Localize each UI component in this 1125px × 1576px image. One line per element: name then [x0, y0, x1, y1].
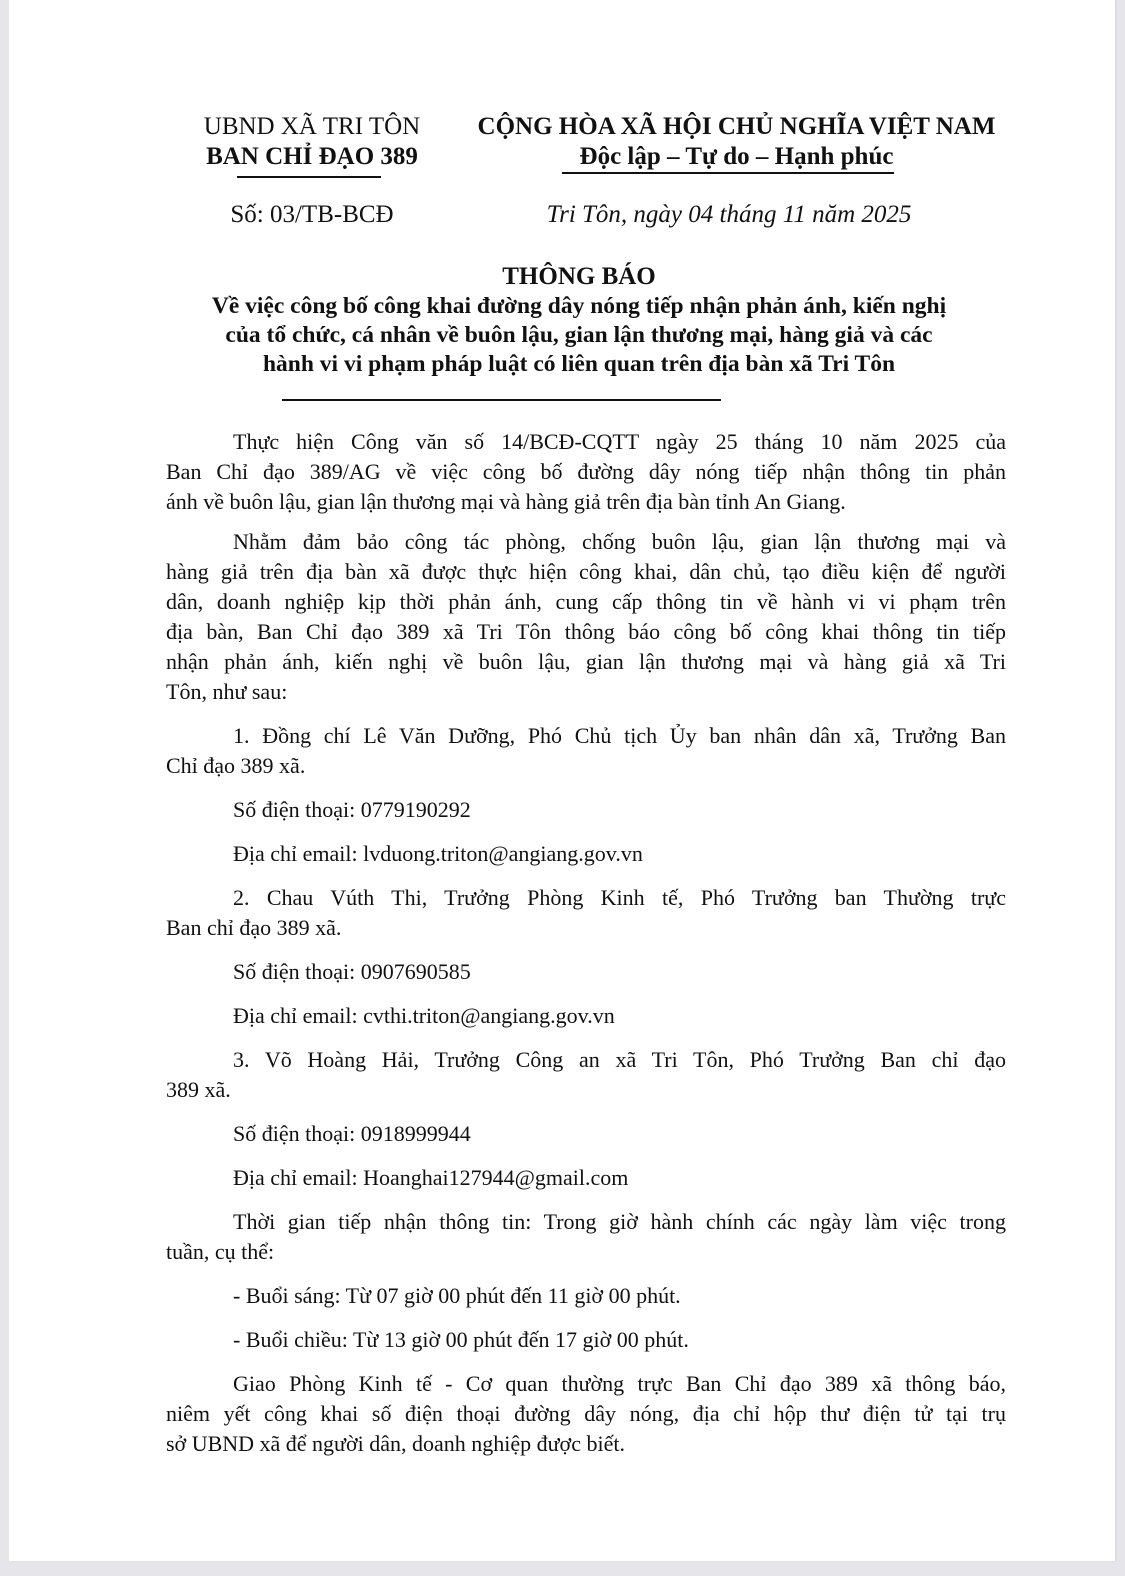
contact-1-description: [166, 721, 1006, 781]
header-left-rule: [237, 176, 381, 178]
paragraph-reference: [166, 427, 1006, 517]
text-line: 389 xã.: [166, 1077, 231, 1102]
text-line: Thời gian tiếp nhận thông tin: Trong giờ hành chính các ngày làm việc trong: [233, 1209, 1006, 1234]
document-number: Số: 03/TB-BCĐ: [230, 201, 394, 228]
contact-1-email: Địa chỉ email: lvduong.triton@angiang.gov.vn: [233, 841, 643, 866]
paragraph-purpose: [166, 527, 1006, 707]
reception-hours-afternoon: - Buổi chiều: Từ 13 giờ 00 phút đến 17 giờ 00 phút.: [233, 1327, 689, 1352]
reception-hours-morning: - Buổi sáng: Từ 07 giờ 00 phút đến 11 giờ 00 phút.: [233, 1283, 681, 1308]
text-line: Thực hiện Công văn số 14/BCĐ-CQTT ngày 25 tháng 10 năm 2025 của: [233, 429, 1006, 454]
text-line: Nhằm đảm bảo công tác phòng, chống buôn lậu, gian lận thương mại và: [233, 529, 1006, 554]
issuing-committee: BAN CHỈ ĐẠO 389: [206, 143, 418, 170]
paragraph-closing: [166, 1369, 1006, 1459]
contact-2-email: Địa chỉ email: cvthi.triton@angiang.gov.vn: [233, 1003, 615, 1028]
text-line: Tôn, như sau:: [166, 679, 288, 704]
national-title: CỘNG HÒA XÃ HỘI CHỦ NGHĨA VIỆT NAM: [477, 113, 996, 140]
title-rule: [282, 399, 721, 401]
text-line: Ban chỉ đạo 389 xã.: [166, 915, 342, 940]
contact-3-phone: Số điện thoại: 0918999944: [233, 1121, 471, 1146]
text-line: nhận phản ánh, kiến nghị về buôn lậu, gian lận thương mại và hàng giả xã Tri: [166, 649, 1006, 674]
contact-1-phone: Số điện thoại: 0779190292: [233, 797, 471, 822]
contact-3-description: [166, 1045, 1006, 1105]
text-line: dân, doanh nghiệp kịp thời phản ánh, cung cấp thông tin về hành vi vi phạm trên: [166, 589, 1006, 614]
text-line: Ban Chỉ đạo 389/AG về việc công bố đường dây nóng tiếp nhận thông tin phản: [166, 459, 1006, 484]
text-line: 3. Võ Hoàng Hải, Trưởng Công an xã Tri Tôn, Phó Trưởng Ban chỉ đạo: [233, 1047, 1006, 1072]
contact-2-description: [166, 883, 1006, 943]
text-line: địa bàn, Ban Chỉ đạo 389 xã Tri Tôn thông báo công bố công khai thông tin tiếp: [166, 619, 1006, 644]
header-right-rule: [562, 172, 894, 174]
notice-title-block: [149, 262, 1009, 379]
text-line: hàng giả trên địa bàn xã được thực hiện công khai, dân chủ, tạo điều kiện để người: [166, 559, 1006, 584]
document-page: [9, 0, 1115, 1561]
contact-2-phone: Số điện thoại: 0907690585: [233, 959, 471, 984]
reception-hours-intro: [166, 1207, 1006, 1267]
text-line: Giao Phòng Kinh tế - Cơ quan thường trực Ban Chỉ đạo 389 xã thông báo,: [233, 1371, 1006, 1396]
notice-subject-line: hành vi vi phạm pháp luật có liên quan trên địa bàn xã Tri Tôn: [262, 351, 896, 377]
text-line: 1. Đồng chí Lê Văn Dưỡng, Phó Chủ tịch Ủy ban nhân dân xã, Trưởng Ban: [233, 723, 1006, 748]
text-line: sở UBND xã để người dân, doanh nghiệp được biết.: [166, 1431, 625, 1456]
notice-subject-line: Về việc công bố công khai đường dây nóng tiếp nhận phản ánh, kiến nghị: [211, 293, 947, 319]
contact-3-email: Địa chỉ email: Hoanghai127944@gmail.com: [233, 1165, 629, 1190]
text-line: ánh về buôn lậu, gian lận thương mại và hàng giả trên địa bàn tỉnh An Giang.: [166, 489, 846, 514]
text-line: 2. Chau Vúth Thi, Trưởng Phòng Kinh tế, Phó Trưởng ban Thường trực: [233, 885, 1006, 910]
notice-body: [166, 427, 1006, 1459]
notice-subject-line: của tổ chức, cá nhân về buôn lậu, gian lận thương mại, hàng giả và các: [225, 322, 933, 348]
text-line: tuần, cụ thể:: [166, 1239, 275, 1264]
text-line: Chỉ đạo 389 xã.: [166, 753, 306, 778]
text-line: niêm yết công khai số điện thoại đường dây nóng, địa chỉ hộp thư điện tử tại trụ: [166, 1401, 1006, 1426]
national-motto: Độc lập – Tự do – Hạnh phúc: [579, 143, 894, 170]
issuing-authority: UBND XÃ TRI TÔN: [203, 113, 421, 140]
place-date: Tri Tôn, ngày 04 tháng 11 năm 2025: [546, 201, 912, 228]
notice-heading: THÔNG BÁO: [502, 263, 656, 290]
